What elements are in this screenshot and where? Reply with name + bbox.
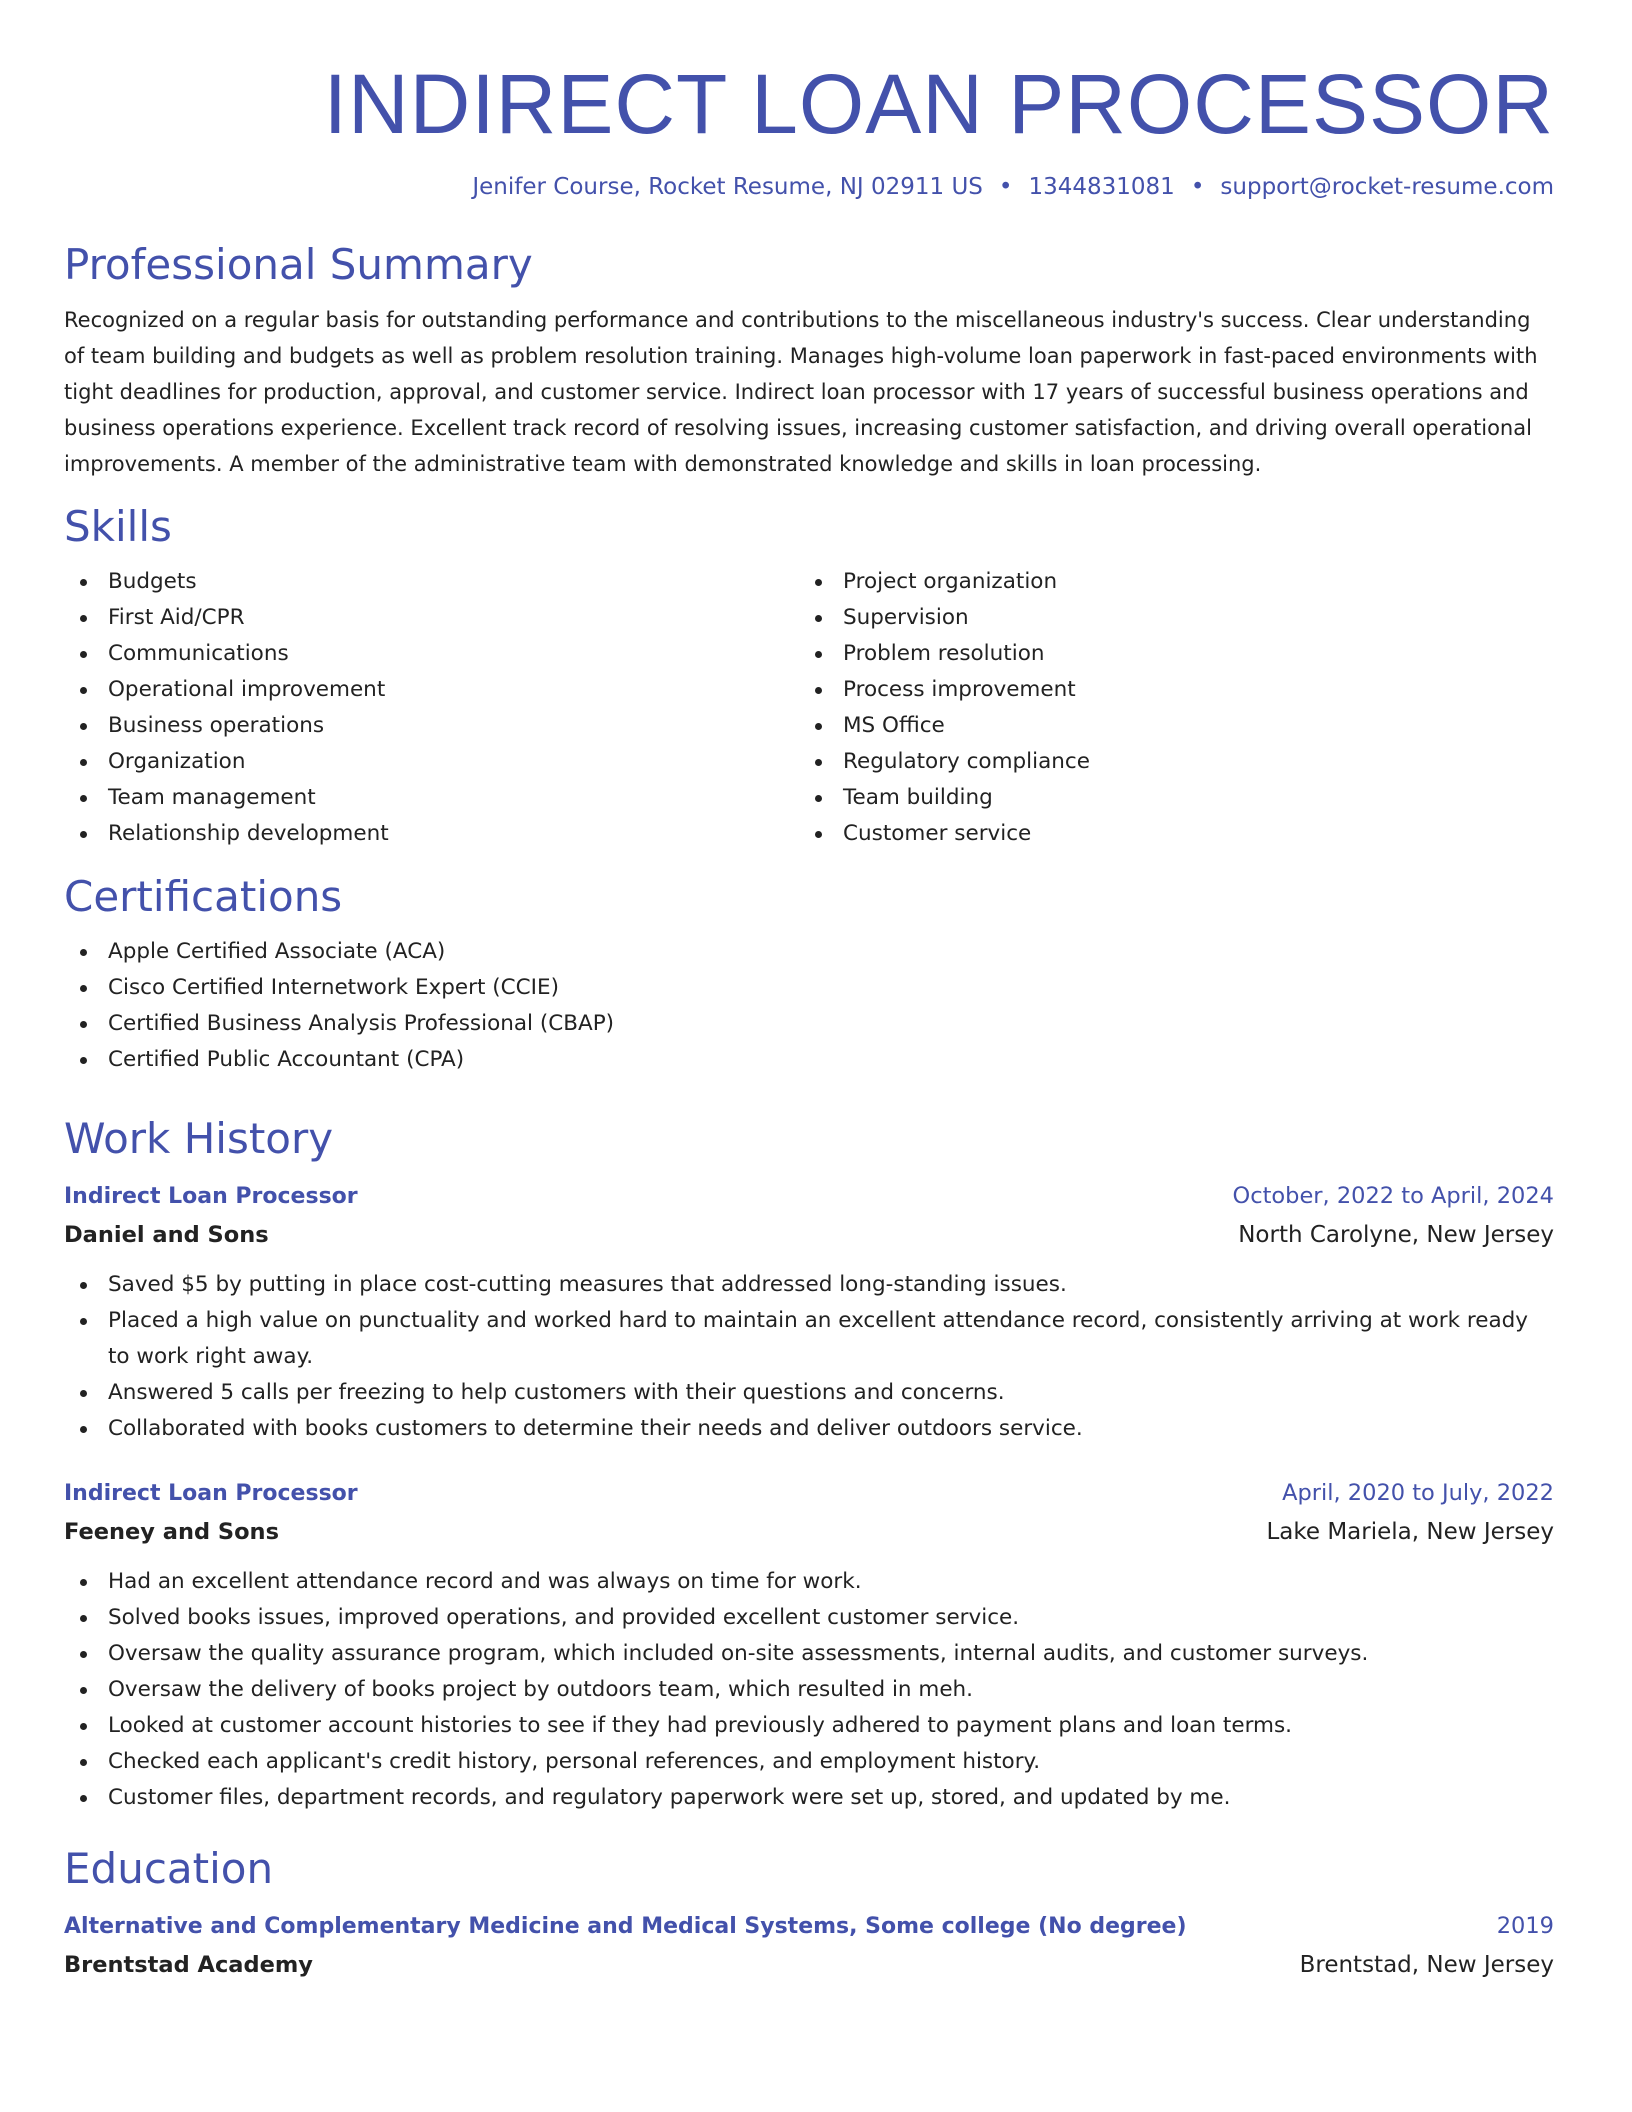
skills-grid	[64, 552, 1554, 852]
work-history-heading: Work History	[64, 1114, 334, 1163]
job-bullet: Placed a high value on punctuality and worked hard to maintain an excellent attendance record, consistently arriving at work ready to work right away.	[64, 1303, 1554, 1375]
resume-page	[64, 0, 1554, 1985]
skill-item: Operational improvement	[64, 672, 799, 708]
job-company: Feeney and Sons	[64, 1519, 279, 1545]
job-dates: April, 2020 to July, 2022	[1282, 1480, 1554, 1506]
job-bullet: Collaborated with books customers to determine their needs and deliver outdoors service.	[64, 1411, 1554, 1447]
job-bullets	[64, 1267, 1554, 1447]
job-entry	[64, 1178, 1554, 1447]
job-bullet: Solved books issues, improved operations, and provided excellent customer service.	[64, 1600, 1554, 1636]
skill-item: Regulatory compliance	[799, 744, 1534, 780]
skill-item: Customer service	[799, 816, 1534, 852]
job-bullet: Oversaw the quality assurance program, which included on-site assessments, internal audits, and customer surveys.	[64, 1636, 1554, 1672]
skills-list-left	[64, 564, 799, 852]
skill-item: First Aid/CPR	[64, 600, 799, 636]
job-bullet: Checked each applicant's credit history, personal references, and employment history.	[64, 1744, 1554, 1780]
job-title: Indirect Loan Processor	[64, 1184, 358, 1209]
job-dates: October, 2022 to April, 2024	[1232, 1183, 1554, 1209]
job-bullet: Looked at customer account histories to see if they had previously adhered to payment plans and loan terms.	[64, 1708, 1554, 1744]
summary-heading: Professional Summary	[64, 240, 533, 289]
education-degree: Alternative and Complementary Medicine and Medical Systems, Some college (No degree)	[64, 1914, 1187, 1939]
skill-item: Project organization	[799, 564, 1534, 600]
certification-item: Apple Certified Associate (ACA)	[64, 934, 1554, 970]
certification-item: Cisco Certified Internetwork Expert (CCIE)	[64, 970, 1554, 1006]
skill-item: Team building	[799, 780, 1534, 816]
skill-item: Problem resolution	[799, 636, 1534, 672]
skills-heading: Skills	[64, 502, 172, 551]
contact-phone: 1344831081	[1028, 174, 1175, 200]
summary-text: Recognized on a regular basis for outstanding performance and contributions to the miscellaneous industry's success. Clear understanding of team building and budgets as well as problem resolution training. Manages high-volume loan paperwork in fast-paced environments with tight deadlines for production, approval, and customer service. Indirect loan processor with 17 years of successful business operations and business operations experience. Excellent track record of resolving issues, increasing customer satisfaction, and driving overall operational improvements. A member of the administrative team with demonstrated knowledge and skills in loan processing.	[64, 308, 1538, 476]
education-entry	[64, 1908, 1554, 1985]
contact-address: Jenifer Course, Rocket Resume, NJ 02911 US	[472, 174, 983, 200]
job-bullet: Oversaw the delivery of books project by outdoors team, which resulted in meh.	[64, 1672, 1554, 1708]
education-school: Brentstad Academy	[64, 1952, 313, 1978]
job-title: Indirect Loan Processor	[64, 1481, 358, 1506]
certifications-heading: Certifications	[64, 872, 343, 921]
contact-line	[64, 172, 1554, 202]
skill-item: Communications	[64, 636, 799, 672]
job-location: Lake Mariela, New Jersey	[1266, 1519, 1554, 1545]
skill-item: MS Office	[799, 708, 1534, 744]
job-bullet: Customer files, department records, and regulatory paperwork were set up, stored, and updated by me.	[64, 1780, 1554, 1816]
job-bullets	[64, 1564, 1554, 1816]
certification-item: Certified Business Analysis Professional (CBAP)	[64, 1006, 1554, 1042]
contact-separator: •	[1190, 174, 1205, 200]
resume-name-title: INDIRECT LOAN PROCESSOR	[323, 57, 1554, 151]
skill-item: Budgets	[64, 564, 799, 600]
skill-item: Supervision	[799, 600, 1534, 636]
job-bullet: Had an excellent attendance record and was always on time for work.	[64, 1564, 1554, 1600]
skill-item: Process improvement	[799, 672, 1534, 708]
education-year: 2019	[1496, 1913, 1554, 1939]
education-heading: Education	[64, 1844, 274, 1893]
skill-item: Team management	[64, 780, 799, 816]
education-location: Brentstad, New Jersey	[1299, 1952, 1554, 1978]
contact-email: support@rocket-resume.com	[1220, 174, 1554, 200]
skill-item: Relationship development	[64, 816, 799, 852]
certifications-list	[64, 934, 1554, 1078]
skill-item: Organization	[64, 744, 799, 780]
job-bullet: Answered 5 calls per freezing to help customers with their questions and concerns.	[64, 1375, 1554, 1411]
skill-item: Business operations	[64, 708, 799, 744]
job-company: Daniel and Sons	[64, 1222, 269, 1248]
job-location: North Carolyne, New Jersey	[1238, 1222, 1554, 1248]
job-bullet: Saved $5 by putting in place cost-cutting measures that addressed long-standing issues.	[64, 1267, 1554, 1303]
job-entry	[64, 1475, 1554, 1816]
contact-separator: •	[998, 174, 1013, 200]
skills-list-right	[799, 564, 1534, 852]
certification-item: Certified Public Accountant (CPA)	[64, 1042, 1554, 1078]
